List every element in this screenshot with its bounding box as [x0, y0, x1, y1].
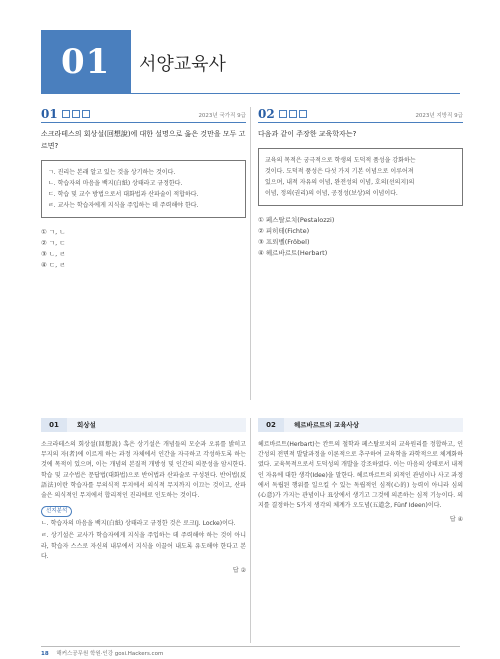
header-divider	[41, 93, 460, 94]
question-text: 소크라테스의 회상설(回想說)에 대한 설명으로 옳은 것만을 모두 고르면?	[41, 130, 246, 150]
chapter-title: 서양교육사	[139, 54, 226, 75]
check-boxes	[279, 110, 307, 118]
question-number: 02	[258, 107, 275, 121]
column-divider	[250, 418, 251, 643]
choice-item: ③ ㄴ, ㄹ	[41, 250, 66, 258]
chapter-number-block	[41, 30, 131, 93]
answer-number: 01	[41, 418, 67, 432]
answer-explanation: 소크라테스의 회상설(回想說) 혹은 상기설은 개념들의 모순과 오류를 밝히고 무지의 자(者)에 이르게 하는 과정 자체에서 인간을 자극하고 각성하도록 하는 것에 목적이 있으며, 이는 개념의 본질적 개방성 및 인간의 의문성을 암시한다. 학습 및 교수법은 문답법(대화법)으로 반어법과 산파술로 구성된다. 반어법(反語法)이란 학습자를 무의식적 무지에서 의식적 무지까지 이끄는 것이고, 산파술은 의식적인 무지에서 합리적인 진리에로 인도하는 것이다.	[41, 441, 246, 500]
box-line: 교육의 목적은 궁극적으로 학생의 도덕적 품성을 강화하는	[265, 157, 416, 164]
answer-mark: 답 ④	[449, 516, 463, 524]
question-box	[41, 160, 246, 218]
answer-header-01	[41, 418, 246, 432]
answer-body-01	[41, 440, 246, 576]
choice-list	[258, 215, 463, 259]
answer-title: 헤르바르트의 교육사상	[294, 421, 360, 429]
choice-item: ④ 헤르바르트(Herbart)	[258, 249, 328, 257]
footer	[41, 649, 163, 657]
box-line: ㄴ. 학습자의 마음을 백지(白紙) 상태라고 규정한다.	[48, 180, 183, 187]
box-line: ㄹ. 교사는 학습자에게 지식을 주입하는 데 주력해야 한다.	[48, 202, 199, 209]
choice-item: ② 피히테(Fichte)	[258, 227, 310, 235]
column-divider	[250, 107, 251, 400]
answer-mark: 답 ②	[232, 567, 246, 575]
box-line: 이념, 정의(권리)의 이념, 공정성(보상)의 이념이다.	[265, 190, 398, 197]
footer-divider	[41, 646, 460, 647]
answer-number: 02	[258, 418, 284, 432]
choice-item: ③ 프뢰벨(Fröbel)	[258, 238, 310, 246]
question-source: 2023년 지방직 9급	[415, 113, 463, 119]
question-02	[258, 107, 463, 259]
question-header	[258, 107, 463, 123]
chapter-number: 01	[61, 42, 111, 82]
box-line: 것이다. 도덕적 품성은 다섯 가지 기본 이념으로 이루어져	[265, 168, 414, 175]
answer-note: ㄴ. 학습자의 마음을 백지(白紙) 상태라고 규정한 것은 로크(J. Locke)이다.	[41, 520, 236, 528]
choice-analysis-tag: 선지분석	[41, 506, 72, 517]
choice-item: ① 페스탈로치(Pestalozzi)	[258, 216, 335, 224]
footer-text: 해커스공무원 학원·인강 gosi.Hackers.com	[56, 651, 164, 657]
box-line: ㄱ. 진리는 본래 알고 있는 것을 상기하는 것이다.	[48, 169, 176, 176]
choice-item: ④ ㄷ, ㄹ	[41, 261, 66, 269]
answer-note: ㄹ. 상기설은 교사가 학습자에게 지식을 주입하는 데 주력해야 하는 것이 아니라, 학습자 스스로 자신의 내부에서 지식을 이끌어 내도록 유도해야 한다고 본다.	[41, 532, 246, 560]
question-box	[258, 148, 463, 206]
box-line: 있으며, 내적 자유의 이념, 완전성의 이념, 호의(선의지)의	[265, 179, 415, 186]
choice-item: ② ㄱ, ㄷ	[41, 239, 66, 247]
box-line: ㄷ. 학습 및 교수 방법으로서 대화법과 산파술이 적합하다.	[48, 191, 199, 198]
answer-explanation: 헤르바르트(Herbart)는 칸트의 철학과 페스탈로치의 교육원리를 정합하고, 인간성의 전면적 발달과정을 이론적으로 추구하여 교육학을 과학적으로 체계화하였다. 교육목적으로서 도덕성의 개발을 강조하였다. 이는 마음의 상태로서 내적인 자유에 대한 생각(Idee)을 말한다. 헤르바르트의 외적인 관념이나 사고 과정에서 독립된 행위를 일으킬 수 있는 독립적인 심적(心的) 능력이 아니라 심의(心意)가 가지는 관념이나 표상에서 생기고 그것에 의존하는 심적 기능이다. 의지를 결정하는 5가지 생각의 체계가 오도념(五道念, Fünf Ideen)이다.	[258, 441, 463, 510]
question-text: 다음과 같이 주장한 교육학자는?	[258, 130, 357, 138]
question-01	[41, 107, 246, 271]
choice-item: ① ㄱ, ㄴ	[41, 228, 66, 236]
check-boxes	[62, 110, 90, 118]
question-header	[41, 107, 246, 123]
answer-header-02	[258, 418, 463, 432]
page-number: 18	[41, 651, 49, 657]
question-source: 2023년 국가직 9급	[198, 113, 246, 119]
answer-title: 회상설	[77, 421, 96, 429]
answer-body-02	[258, 440, 463, 526]
question-number: 01	[41, 107, 58, 121]
choice-list	[41, 227, 246, 271]
